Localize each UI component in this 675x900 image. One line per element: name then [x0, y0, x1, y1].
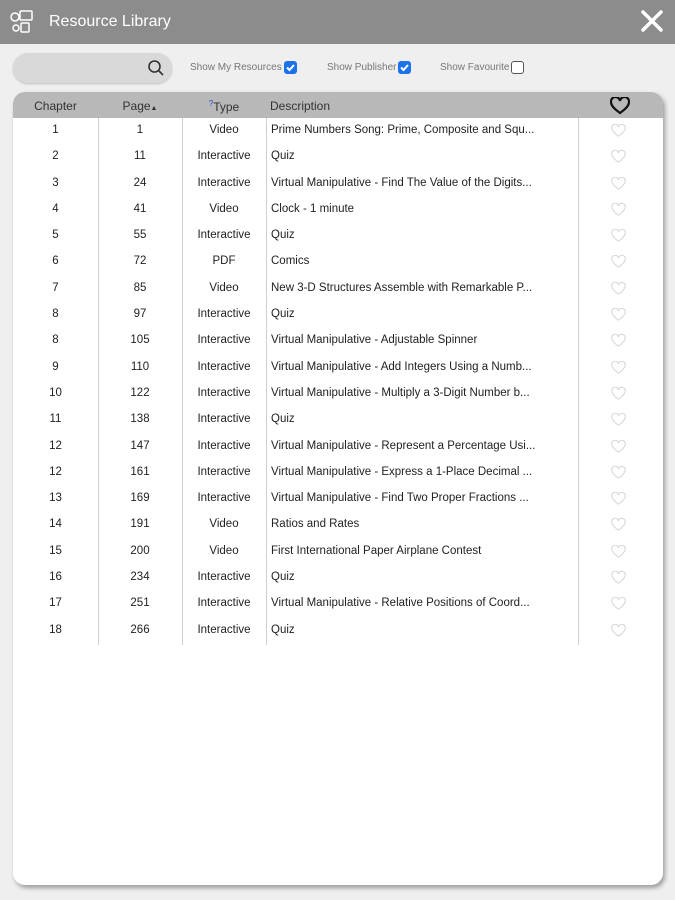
favourite-heart-icon[interactable]: [611, 466, 626, 480]
cell-chapter: 5: [52, 229, 59, 242]
cell-description[interactable]: Quiz: [271, 150, 295, 163]
cell-description[interactable]: First International Paper Airplane Contest: [271, 544, 482, 557]
header-chapter[interactable]: Chapter: [34, 99, 77, 113]
cell-page: 105: [130, 334, 150, 347]
table-row[interactable]: [13, 171, 663, 197]
cell-type: Video: [209, 202, 239, 215]
favourite-heart-icon[interactable]: [611, 361, 626, 375]
favourite-heart-icon[interactable]: [611, 229, 626, 243]
favourite-heart-icon[interactable]: [611, 308, 626, 322]
favourite-heart-icon[interactable]: [611, 413, 626, 427]
favourite-heart-icon[interactable]: [611, 124, 626, 138]
cell-description[interactable]: Virtual Manipulative - Adjustable Spinner: [271, 334, 478, 347]
cell-page: 251: [130, 597, 150, 610]
cell-description[interactable]: Virtual Manipulative - Multiply a 3-Digit Number b...: [271, 386, 530, 399]
cell-page: 147: [130, 439, 150, 452]
cell-page: 11: [134, 150, 146, 163]
table-row[interactable]: [13, 618, 663, 644]
cell-description[interactable]: Quiz: [271, 413, 295, 426]
header-type[interactable]: [182, 99, 266, 114]
cell-type: Interactive: [197, 465, 251, 478]
table-row[interactable]: [13, 486, 663, 512]
cell-chapter: 17: [49, 597, 62, 610]
cell-type: Interactive: [197, 308, 251, 321]
cell-chapter: 8: [52, 334, 59, 347]
cell-page: 191: [130, 518, 150, 531]
cell-page: 138: [130, 413, 150, 426]
resource-library-logo-icon: [8, 9, 36, 35]
filter-my-resources[interactable]: [190, 61, 297, 74]
cell-page: 97: [133, 308, 147, 321]
filter-publisher[interactable]: [327, 61, 411, 74]
table-row[interactable]: [13, 512, 663, 538]
cell-page: 122: [130, 386, 150, 399]
cell-description[interactable]: Ratios and Rates: [271, 518, 360, 531]
cell-chapter: 1: [52, 124, 59, 136]
cell-description[interactable]: Virtual Manipulative - Represent a Percentage Usi...: [271, 439, 536, 452]
table-row[interactable]: [13, 407, 663, 433]
cell-page: 55: [133, 229, 147, 242]
table-row[interactable]: [13, 434, 663, 460]
filter-favourite[interactable]: [440, 61, 524, 74]
table-row[interactable]: [13, 460, 663, 486]
title-bar: [0, 0, 675, 44]
cell-type: PDF: [212, 255, 236, 268]
cell-description[interactable]: Clock - 1 minute: [271, 202, 355, 215]
cell-type: Interactive: [197, 150, 251, 163]
table-row[interactable]: [13, 591, 663, 617]
cell-chapter: 15: [49, 544, 62, 557]
favourite-heart-icon[interactable]: [611, 571, 626, 585]
cell-description[interactable]: Quiz: [271, 623, 295, 636]
table-row[interactable]: [13, 276, 663, 302]
cell-page: 161: [130, 465, 150, 478]
filter-label: Show Publisher: [327, 62, 397, 73]
favourite-heart-icon[interactable]: [611, 597, 626, 611]
cell-type: Video: [209, 544, 239, 557]
cell-type: Interactive: [197, 229, 251, 242]
cell-chapter: 3: [52, 176, 59, 189]
cell-type: Interactive: [197, 439, 251, 452]
cell-chapter: 13: [49, 492, 62, 505]
window-title: Resource Library: [49, 13, 171, 30]
search-icon[interactable]: [147, 59, 165, 77]
favourite-heart-icon[interactable]: [611, 255, 626, 269]
favourite-heart-icon[interactable]: [611, 387, 626, 401]
filter-label: Show My Resources: [190, 62, 282, 73]
favourite-heart-icon[interactable]: [611, 545, 626, 559]
favourite-heart-icon[interactable]: [611, 177, 626, 191]
cell-type: Interactive: [197, 386, 251, 399]
type-help-icon[interactable]: ?: [208, 99, 214, 108]
favourite-header-heart-icon[interactable]: [610, 97, 630, 115]
cell-description[interactable]: Virtual Manipulative - Add Integers Using a Numb...: [271, 360, 532, 373]
cell-chapter: 9: [52, 360, 59, 373]
header-type-label: Type: [213, 100, 240, 114]
cell-chapter: 18: [49, 623, 62, 636]
cell-description[interactable]: Virtual Manipulative - Find Two Proper Fractions ...: [271, 492, 529, 505]
cell-chapter: 14: [49, 518, 62, 531]
cell-description[interactable]: New 3-D Structures Assemble with Remarkable P...: [271, 281, 533, 294]
cell-chapter: 6: [52, 255, 59, 268]
table-row[interactable]: [13, 118, 663, 144]
cell-type: Interactive: [197, 623, 251, 636]
cell-page: 266: [130, 623, 150, 636]
cell-description[interactable]: Virtual Manipulative - Relative Positions of Coord...: [271, 597, 530, 610]
favourite-heart-icon[interactable]: [611, 492, 626, 506]
cell-type: Video: [209, 124, 239, 136]
header-page[interactable]: [98, 99, 182, 113]
cell-page: 169: [130, 492, 150, 505]
header-description[interactable]: Description: [270, 99, 331, 113]
favourite-heart-icon[interactable]: [611, 518, 626, 532]
favourite-heart-icon[interactable]: [611, 203, 626, 217]
header-page-label: Page: [122, 99, 151, 113]
table-row[interactable]: [13, 302, 663, 328]
cell-type: Interactive: [197, 597, 251, 610]
cell-chapter: 4: [52, 202, 59, 215]
cell-type: Interactive: [197, 176, 251, 189]
favourite-checkbox[interactable]: [511, 61, 524, 74]
cell-chapter: 2: [52, 150, 59, 163]
table-row[interactable]: [13, 197, 663, 223]
favourite-heart-icon[interactable]: [611, 624, 626, 638]
cell-page: 234: [130, 571, 150, 584]
cell-chapter: 16: [49, 571, 62, 584]
table-row[interactable]: [13, 144, 663, 170]
sort-ascending-icon: ▲: [150, 105, 158, 112]
cell-page: 72: [133, 255, 147, 268]
table-row[interactable]: [13, 355, 663, 381]
search-box: [13, 53, 172, 83]
cell-chapter: 7: [52, 281, 59, 294]
cell-chapter: 12: [49, 439, 62, 452]
table-row[interactable]: [13, 249, 663, 275]
cell-description[interactable]: Virtual Manipulative - Express a 1-Place Decimal ...: [271, 465, 533, 478]
cell-type: Interactive: [197, 334, 251, 347]
cell-chapter: 8: [52, 308, 59, 321]
cell-page: 110: [130, 360, 150, 373]
cell-chapter: 12: [49, 465, 62, 478]
my-resources-checkbox[interactable]: [284, 61, 297, 74]
search-input[interactable]: [13, 53, 138, 83]
cell-page: 1: [136, 124, 144, 136]
cell-page: 85: [133, 281, 147, 294]
cell-type: Interactive: [197, 492, 251, 505]
cell-page: 200: [130, 544, 150, 557]
close-icon[interactable]: [639, 8, 665, 34]
cell-description[interactable]: Quiz: [271, 229, 295, 242]
publisher-checkbox[interactable]: [398, 61, 411, 74]
cell-type: Interactive: [197, 571, 251, 584]
table-row[interactable]: [13, 565, 663, 591]
favourite-heart-icon[interactable]: [611, 150, 626, 164]
table-row[interactable]: [13, 223, 663, 249]
favourite-heart-icon[interactable]: [611, 282, 626, 296]
cell-type: Video: [209, 281, 239, 294]
favourite-heart-icon[interactable]: [611, 440, 626, 454]
table-body: [13, 118, 663, 644]
cell-description[interactable]: Virtual Manipulative - Find The Value of the Digits...: [271, 176, 532, 189]
cell-chapter: 10: [49, 386, 62, 399]
cell-type: Video: [209, 518, 239, 531]
cell-description[interactable]: Prime Numbers Song: Prime, Composite and Squ...: [271, 124, 535, 136]
table-header: [13, 92, 663, 118]
table-row[interactable]: [13, 328, 663, 354]
cell-description[interactable]: Quiz: [271, 308, 295, 321]
cell-page: 41: [133, 202, 147, 215]
cell-type: Interactive: [197, 413, 251, 426]
cell-description[interactable]: Comics: [271, 255, 310, 268]
filter-label: Show Favourite: [440, 62, 510, 73]
cell-chapter: 11: [49, 413, 62, 426]
favourite-heart-icon[interactable]: [611, 334, 626, 348]
table-row[interactable]: [13, 539, 663, 565]
resource-table: [13, 92, 663, 885]
cell-description[interactable]: Quiz: [271, 571, 295, 584]
table-row[interactable]: [13, 381, 663, 407]
cell-page: 24: [133, 176, 147, 189]
cell-type: Interactive: [197, 360, 251, 373]
